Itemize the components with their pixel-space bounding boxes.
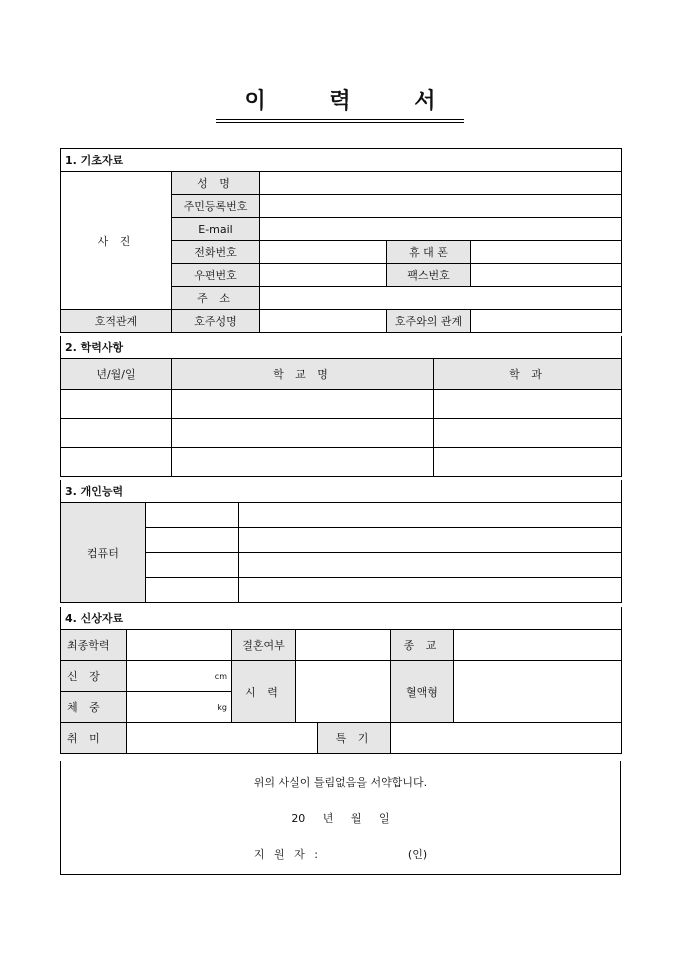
label-rrn: 주민등록번호 [172, 195, 260, 218]
basic-info-table [60, 148, 622, 333]
label-address: 주 소 [172, 287, 260, 310]
religion-field[interactable] [454, 630, 622, 661]
label-phone: 전화번호 [172, 241, 260, 264]
label-email: E-mail [172, 218, 260, 241]
mobile-field[interactable] [471, 241, 622, 264]
height-field[interactable]: cm [127, 661, 232, 692]
edu-major-1[interactable] [434, 390, 622, 419]
label-height: 신 장 [61, 661, 127, 692]
ability-table [60, 480, 622, 603]
label-mobile: 휴 대 폰 [387, 241, 471, 264]
computer-detail-1[interactable] [239, 503, 622, 528]
rrn-field[interactable] [260, 195, 622, 218]
computer-skill-1[interactable] [146, 503, 239, 528]
email-field[interactable] [260, 218, 622, 241]
edu-date-1[interactable] [61, 390, 172, 419]
declaration-inner [61, 762, 620, 874]
label-final-edu: 최종학력 [61, 630, 127, 661]
section-basic: 1. 기초자료 [61, 149, 622, 172]
header-school: 학 교 명 [172, 359, 434, 390]
computer-detail-4[interactable] [239, 578, 622, 603]
declaration-box [61, 761, 621, 875]
head-rel-field[interactable] [471, 310, 622, 333]
label-computer: 컴퓨터 [61, 503, 146, 603]
postal-field[interactable] [260, 264, 387, 287]
label-fax: 팩스번호 [387, 264, 471, 287]
seal-label[interactable]: (인) [407, 847, 428, 861]
applicant-label: 지 원 자 : [253, 847, 321, 861]
label-blood: 혈액형 [391, 661, 454, 723]
declaration-signature [61, 846, 620, 862]
label-head-rel: 호주와의 관계 [387, 310, 471, 333]
computer-skill-4[interactable] [146, 578, 239, 603]
computer-detail-2[interactable] [239, 528, 622, 553]
edu-date-2[interactable] [61, 419, 172, 448]
computer-skill-3[interactable] [146, 553, 239, 578]
final-edu-field[interactable] [127, 630, 232, 661]
eyesight-field[interactable] [296, 661, 391, 723]
edu-major-3[interactable] [434, 448, 622, 477]
edu-school-3[interactable] [172, 448, 434, 477]
label-family: 호적관계 [61, 310, 172, 333]
label-name: 성 명 [172, 172, 260, 195]
declaration-table [60, 761, 621, 875]
computer-detail-3[interactable] [239, 553, 622, 578]
special-field[interactable] [391, 723, 622, 754]
label-weight: 체 중 [61, 692, 127, 723]
title-wrap [0, 80, 680, 120]
document-title: 이 력 서 [216, 80, 463, 120]
header-date: 년/월/일 [61, 359, 172, 390]
label-postal: 우편번호 [172, 264, 260, 287]
label-married: 결혼여부 [232, 630, 296, 661]
phone-field[interactable] [260, 241, 387, 264]
computer-skill-2[interactable] [146, 528, 239, 553]
edu-school-1[interactable] [172, 390, 434, 419]
label-head-name: 호주성명 [172, 310, 260, 333]
declaration-statement: 위의 사실이 틀림없음을 서약합니다. [253, 775, 428, 789]
header-major: 학 과 [434, 359, 622, 390]
fax-field[interactable] [471, 264, 622, 287]
section-education: 2. 학력사항 [61, 336, 622, 359]
label-religion: 종 교 [391, 630, 454, 661]
weight-field[interactable]: kg [127, 692, 232, 723]
section-profile: 4. 신상자료 [61, 607, 622, 630]
section-ability: 3. 개인능력 [61, 480, 622, 503]
married-field[interactable] [296, 630, 391, 661]
education-table [60, 336, 622, 477]
photo-box[interactable]: 사 진 [61, 172, 172, 310]
head-name-field[interactable] [260, 310, 387, 333]
name-field[interactable] [260, 172, 622, 195]
label-special: 특 기 [318, 723, 391, 754]
blood-field[interactable] [454, 661, 622, 723]
hobby-field[interactable] [127, 723, 318, 754]
profile-table [60, 607, 622, 754]
label-eyesight: 시 력 [232, 661, 296, 723]
label-hobby: 취 미 [61, 723, 127, 754]
edu-major-2[interactable] [434, 419, 622, 448]
edu-date-3[interactable] [61, 448, 172, 477]
address-field[interactable] [260, 287, 622, 310]
declaration-date[interactable]: 20 년 월 일 [291, 811, 390, 825]
edu-school-2[interactable] [172, 419, 434, 448]
